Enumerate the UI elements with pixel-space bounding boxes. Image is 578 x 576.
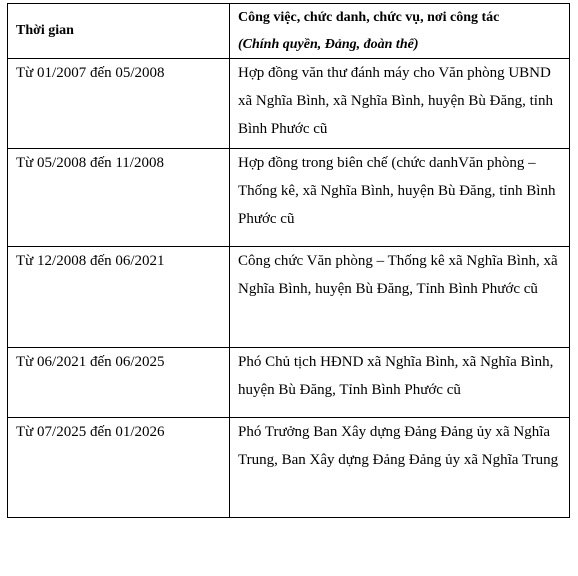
cell-time: Từ 12/2008 đến 06/2021: [8, 247, 230, 348]
work-history-table: [7, 3, 570, 518]
cell-time: Từ 07/2025 đến 01/2026: [8, 418, 230, 518]
table-row: [8, 348, 570, 418]
cell-time: Từ 05/2008 đến 11/2008: [8, 149, 230, 247]
table-row: [8, 418, 570, 518]
table-row: [8, 247, 570, 348]
cell-time: Từ 01/2007 đến 05/2008: [8, 59, 230, 149]
cell-description: Hợp đồng trong biên chế (chức danhVăn phòng – Thống kê, xã Nghĩa Bình, huyện Bù Đăng, tỉnh Bình Phước cũ: [230, 149, 570, 247]
table-body: [8, 59, 570, 518]
cell-description: Phó Trưởng Ban Xây dựng Đảng Đảng ủy xã Nghĩa Trung, Ban Xây dựng Đảng Đảng ủy xã Nghĩa Trung: [230, 418, 570, 518]
header-description-main: Công việc, chức danh, chức vụ, nơi công tác: [238, 10, 500, 25]
header-row: [8, 4, 570, 59]
cell-description: Phó Chủ tịch HĐND xã Nghĩa Bình, xã Nghĩa Bình, huyện Bù Đăng, Tỉnh Bình Phước cũ: [230, 348, 570, 418]
table-row: [8, 149, 570, 247]
cell-description: Công chức Văn phòng – Thống kê xã Nghĩa Bình, xã Nghĩa Bình, huyện Bù Đăng, Tỉnh Bình Phước cũ: [230, 247, 570, 348]
header-description-sub: (Chính quyền, Đảng, đoàn thể): [238, 37, 419, 52]
cell-time: Từ 06/2021 đến 06/2025: [8, 348, 230, 418]
table-row: [8, 59, 570, 149]
table-header: [8, 4, 570, 59]
header-description: [230, 4, 570, 59]
header-time: Thời gian: [8, 4, 230, 59]
cell-description: Hợp đồng văn thư đánh máy cho Văn phòng UBND xã Nghĩa Bình, xã Nghĩa Bình, huyện Bù Đăng, tỉnh Bình Phước cũ: [230, 59, 570, 149]
